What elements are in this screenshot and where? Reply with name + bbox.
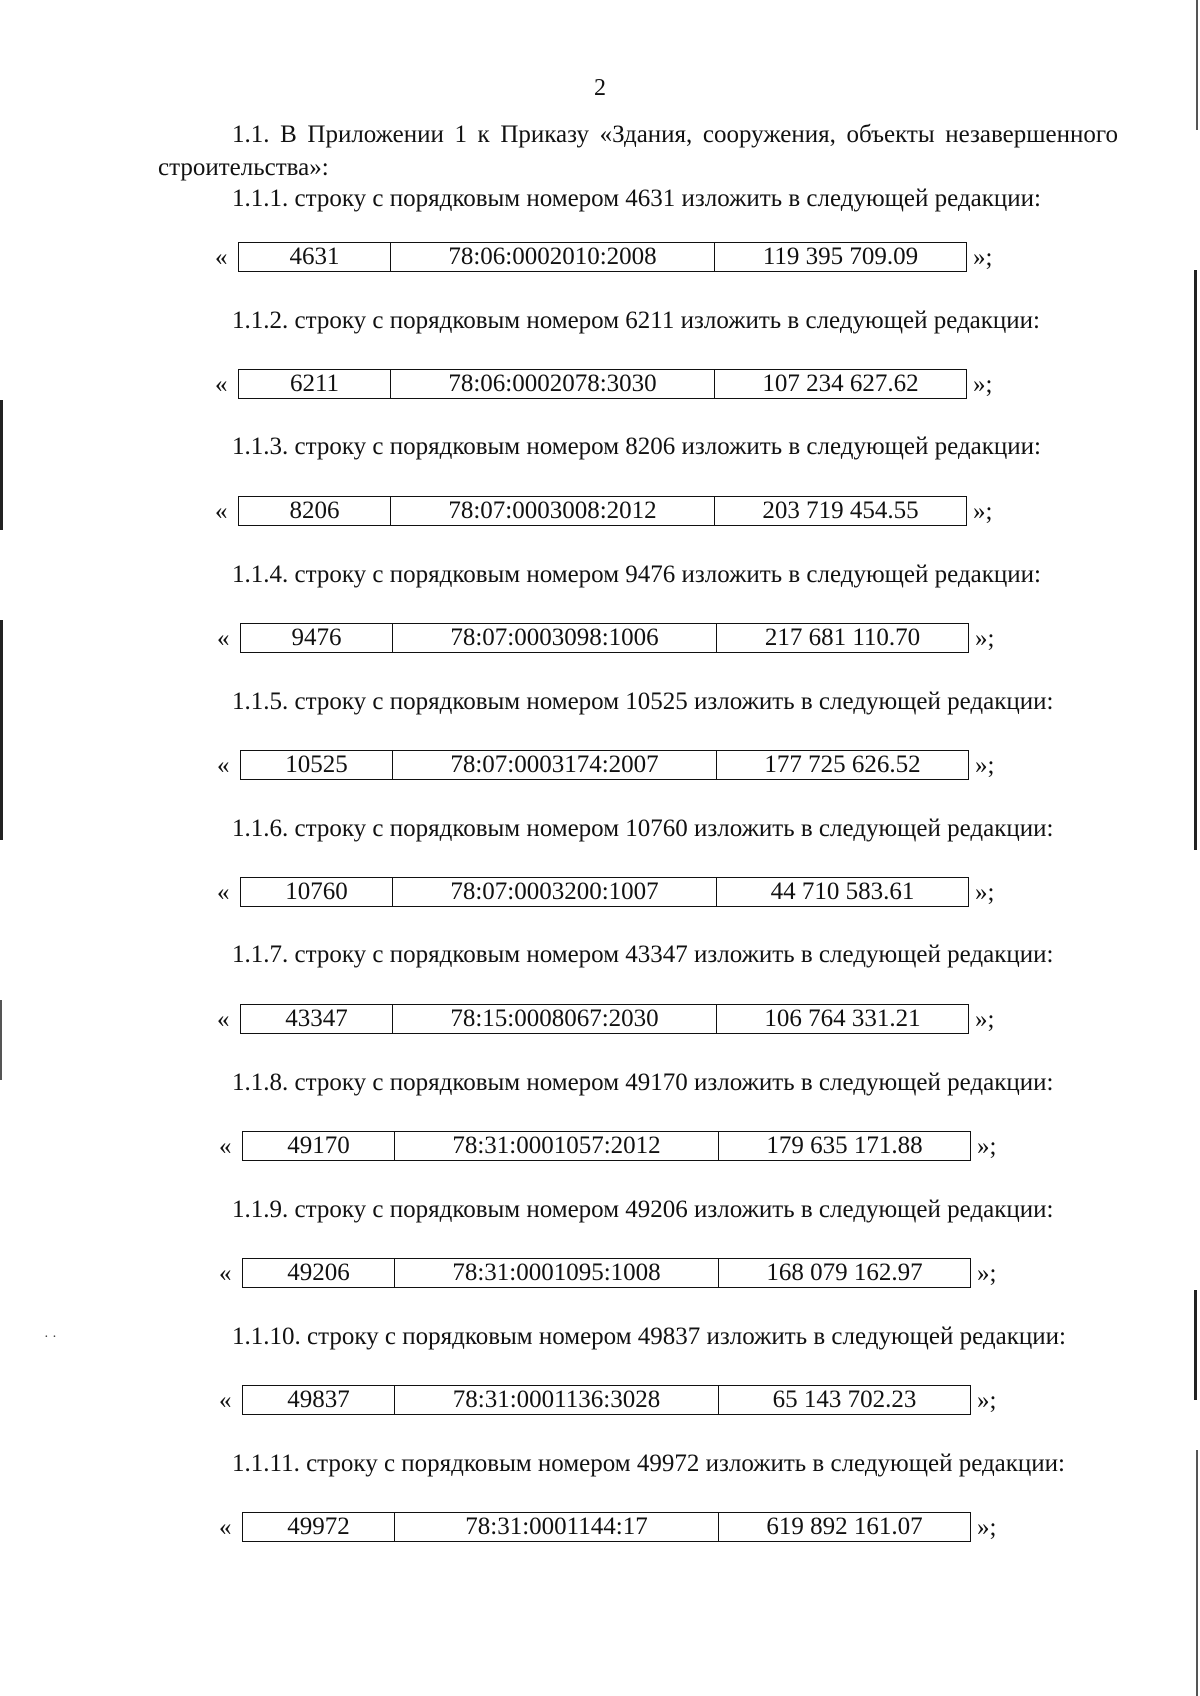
cadastral-number-cell: 78:06:0002010:2008 [390, 243, 714, 271]
clause-text: 1.1.2. строку с порядковым номером 6211 изложить в следующей редакции: [232, 307, 1041, 334]
quote-close: »; [973, 244, 993, 271]
quote-close: »; [977, 1133, 997, 1160]
row-box [238, 369, 967, 399]
cadastral-number-cell: 78:06:0002078:3030 [390, 370, 714, 398]
cadastral-number-cell: 78:07:0003098:1006 [392, 624, 716, 652]
cadastral-number-cell: 78:15:0008067:2030 [392, 1005, 716, 1033]
row-number-cell: 43347 [285, 1005, 348, 1032]
value-cell: 119 395 709.09 [714, 243, 966, 271]
clause-text: 1.1.9. строку с порядковым номером 49206 изложить в следующей редакции: [232, 1196, 1054, 1223]
page-number: 2 [594, 75, 606, 101]
quote-open: « [215, 498, 228, 525]
quote-close: »; [977, 1514, 997, 1541]
quote-close: »; [975, 1006, 995, 1033]
row-box [242, 1385, 971, 1415]
clause-text: 1.1.8. строку с порядковым номером 49170 изложить в следующей редакции: [232, 1069, 1054, 1096]
cadastral-number-cell: 78:07:0003174:2007 [392, 751, 716, 779]
scan-speck: · · [44, 1330, 57, 1345]
row-number-cell: 49206 [287, 1259, 350, 1286]
quote-open: « [217, 625, 230, 652]
row-box [238, 496, 967, 526]
row-number-cell: 4631 [289, 243, 340, 270]
row-box [240, 623, 969, 653]
intro-line-2: строительства»: [158, 154, 329, 181]
cadastral-number-cell: 78:31:0001095:1008 [394, 1259, 718, 1287]
value-cell: 217 681 110.70 [716, 624, 968, 652]
scan-edge-mark [1196, 1450, 1198, 1696]
row-number-cell: 49170 [287, 1132, 350, 1159]
value-cell: 168 079 162.97 [718, 1259, 970, 1287]
scan-edge-mark [0, 1000, 2, 1080]
clause-text: 1.1.5. строку с порядковым номером 10525 изложить в следующей редакции: [232, 688, 1054, 715]
quote-open: « [219, 1387, 232, 1414]
scan-edge-mark [0, 620, 3, 840]
cadastral-number-cell: 78:07:0003200:1007 [392, 878, 716, 906]
cadastral-number-cell: 78:31:0001057:2012 [394, 1132, 718, 1160]
row-number-cell: 10760 [285, 878, 348, 905]
row-number-cell: 10525 [285, 751, 348, 778]
value-cell: 65 143 702.23 [718, 1386, 970, 1414]
quote-open: « [219, 1133, 232, 1160]
value-cell: 177 725 626.52 [716, 751, 968, 779]
quote-close: »; [975, 625, 995, 652]
clause-text: 1.1.3. строку с порядковым номером 8206 изложить в следующей редакции: [232, 433, 1041, 460]
quote-close: »; [975, 752, 995, 779]
quote-close: »; [977, 1260, 997, 1287]
quote-open: « [217, 1006, 230, 1033]
quote-close: »; [973, 498, 993, 525]
value-cell: 619 892 161.07 [718, 1513, 970, 1541]
intro-paragraph [158, 118, 1118, 184]
row-number-cell: 8206 [289, 497, 340, 524]
cadastral-number-cell: 78:31:0001136:3028 [394, 1386, 718, 1414]
row-box [242, 1131, 971, 1161]
quote-open: « [215, 371, 228, 398]
cadastral-number-cell: 78:07:0003008:2012 [390, 497, 714, 525]
clause-text: 1.1.6. строку с порядковым номером 10760 изложить в следующей редакции: [232, 815, 1054, 842]
quote-open: « [217, 752, 230, 779]
clause-text: 1.1.1. строку с порядковым номером 4631 изложить в следующей редакции: [232, 185, 1041, 212]
row-box [242, 1512, 971, 1542]
scan-edge-mark [1194, 270, 1197, 850]
quote-close: »; [973, 371, 993, 398]
clause-text: 1.1.4. строку с порядковым номером 9476 изложить в следующей редакции: [232, 561, 1041, 588]
clause-text: 1.1.10. строку с порядковым номером 49837 изложить в следующей редакции: [232, 1323, 1066, 1350]
quote-open: « [219, 1514, 232, 1541]
value-cell: 179 635 171.88 [718, 1132, 970, 1160]
value-cell: 203 719 454.55 [714, 497, 966, 525]
quote-open: « [217, 879, 230, 906]
row-box [238, 242, 967, 272]
clause-text: 1.1.7. строку с порядковым номером 43347 изложить в следующей редакции: [232, 941, 1054, 968]
quote-open: « [215, 244, 228, 271]
cadastral-number-cell: 78:31:0001144:17 [394, 1513, 718, 1541]
quote-open: « [219, 1260, 232, 1287]
intro-line-1: 1.1. В Приложении 1 к Приказу «Здания, сооружения, объекты незавершенного [232, 121, 1118, 148]
row-number-cell: 49837 [287, 1386, 350, 1413]
quote-close: »; [977, 1387, 997, 1414]
value-cell: 106 764 331.21 [716, 1005, 968, 1033]
scan-edge-mark [1194, 1290, 1197, 1400]
value-cell: 44 710 583.61 [716, 878, 968, 906]
row-number-cell: 49972 [287, 1513, 350, 1540]
value-cell: 107 234 627.62 [714, 370, 966, 398]
row-box [240, 750, 969, 780]
row-box [240, 877, 969, 907]
scan-edge-mark [0, 400, 3, 530]
quote-close: »; [975, 879, 995, 906]
row-number-cell: 6211 [289, 370, 340, 397]
scan-edge-mark [1196, 0, 1198, 130]
row-number-cell: 9476 [291, 624, 342, 651]
clause-text: 1.1.11. строку с порядковым номером 49972 изложить в следующей редакции: [232, 1450, 1066, 1477]
row-box [242, 1258, 971, 1288]
row-box [240, 1004, 969, 1034]
